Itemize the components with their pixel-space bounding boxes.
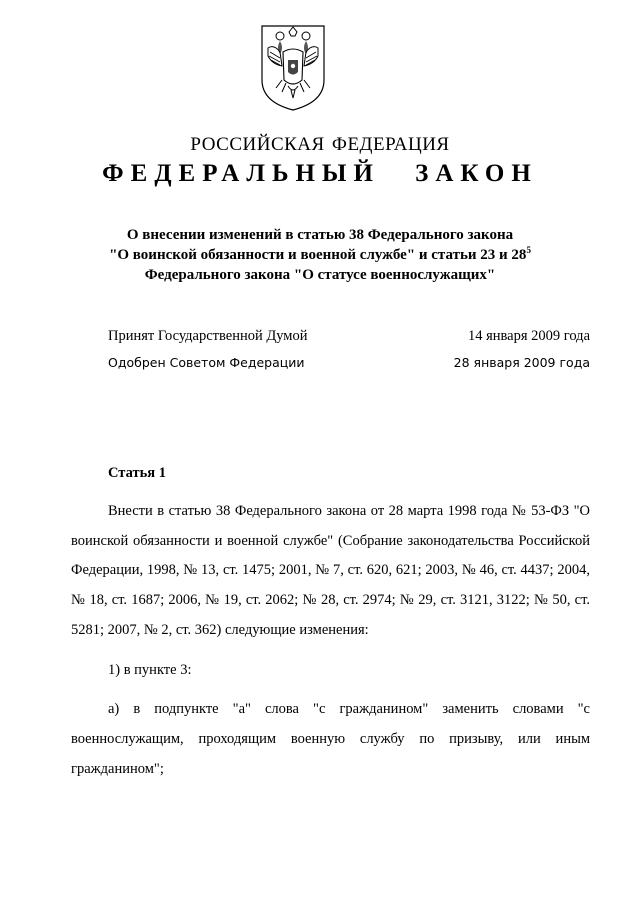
article-item-1a: а) в подпункте "а" слова "с гражданином" заменить словами "с военнослужащим, проходящим военную службу по призыву, или иным гражданином";: [71, 701, 590, 777]
law-title-line-2: [60, 245, 580, 265]
duma-adoption-label: Принят Государственной Думой: [108, 328, 308, 344]
council-approval-label: Одобрен Советом Федерации: [108, 355, 305, 370]
article-body: [71, 497, 590, 784]
council-approval-date: 28 января 2009 года: [453, 355, 590, 370]
coat-of-arms-emblem: [258, 22, 328, 112]
law-title-line-1: О внесении изменений в статью 38 Федерального закона: [126, 227, 514, 243]
law-title-line-2-text: "О воинской обязанности и военной службе" и статьи 23 и 28: [109, 247, 527, 263]
article-item-1: 1) в пункте 3:: [108, 661, 192, 678]
law-title: [60, 225, 580, 285]
country-name: РОССИЙСКАЯ ФЕДЕРАЦИЯ: [190, 134, 450, 155]
article-intro-paragraph: Внести в статью 38 Федерального закона от 28 марта 1998 года № 53-ФЗ "О воинской обязанности и военной службе" (Собрание законодательства Российской Федерации, 1998, № 13, ст. 1475; 2001, № 7, ст. 620, 621; 2003, № 46, ст. 4437; 2004, № 18, ст. 1687; 2006, № 19, ст. 2062; № 28, ст. 2974; № 29, ст. 3121, 3122; № 50, ст. 5281; 2007, № 2, ст. 362) следующие изменения:: [71, 503, 590, 638]
law-title-line-3: Федерального закона "О статусе военнослужащих": [144, 267, 496, 283]
law-type-heading: ФЕДЕРАЛЬНЫЙ ЗАКОН: [102, 160, 538, 187]
law-title-superscript: 5: [526, 245, 531, 255]
duma-adoption-date: 14 января 2009 года: [467, 328, 590, 344]
article-heading: Статья 1: [108, 465, 166, 481]
